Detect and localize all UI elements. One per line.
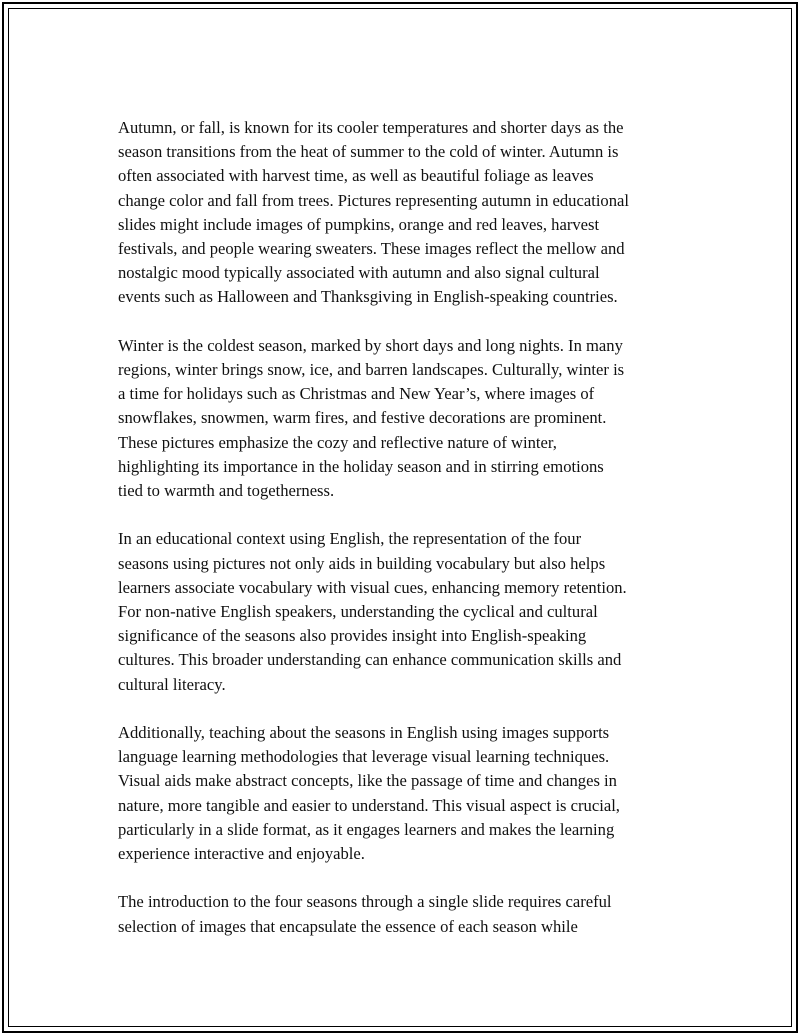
paragraph-winter: Winter is the coldest season, marked by short days and long nights. In many regions, winter brings snow, ice, and barren landscapes. Culturally, winter is a time for holidays such as Christmas and New Year’s, where images of snowflakes, snowmen, warm fires, and festive decorations are prominent. These pictures emphasize the cozy and reflective nature of winter, highlighting its importance in the holiday season and in stirring emotions tied to warmth and togetherness. (118, 335, 625, 501)
paragraph-autumn: Autumn, or fall, is known for its cooler temperatures and shorter days as the season transitions from the heat of summer to the cold of winter. Autumn is often associated with harvest time, as well as beautiful foliage as leaves change color and fall from trees. Pictures representing autumn in educational slides might include images of pumpkins, orange and red leaves, harvest festivals, and people wearing sweaters. These images reflect the mellow and nostalgic mood typically associated with autumn and also signal cultural events such as Halloween and Thanksgiving in English-speaking countries. (118, 118, 629, 307)
paragraph-educational-context: In an educational context using English, the representation of the four seasons using pictures not only aids in building vocabulary but also helps learners associate vocabulary with visual cues, enhancing memory retention. For non-native English speakers, understanding the cyclical and cultural significance of the seasons also provides insight into English-speaking cultures. This broader understanding can enhance communication skills and cultural literacy. (118, 529, 627, 694)
document-body (118, 116, 688, 939)
paragraph-introduction: The introduction to the four seasons through a single slide requires careful selection of images that encapsulate the essence of each season while (118, 892, 612, 936)
paragraph-teaching-methods: Additionally, teaching about the seasons in English using images supports language learning methodologies that leverage visual learning techniques. Visual aids make abstract concepts, like the passage of time and changes in nature, more tangible and easier to understand. This visual aspect is crucial, particularly in a slide format, as it engages learners and makes the learning experience interactive and enjoyable. (118, 723, 620, 864)
